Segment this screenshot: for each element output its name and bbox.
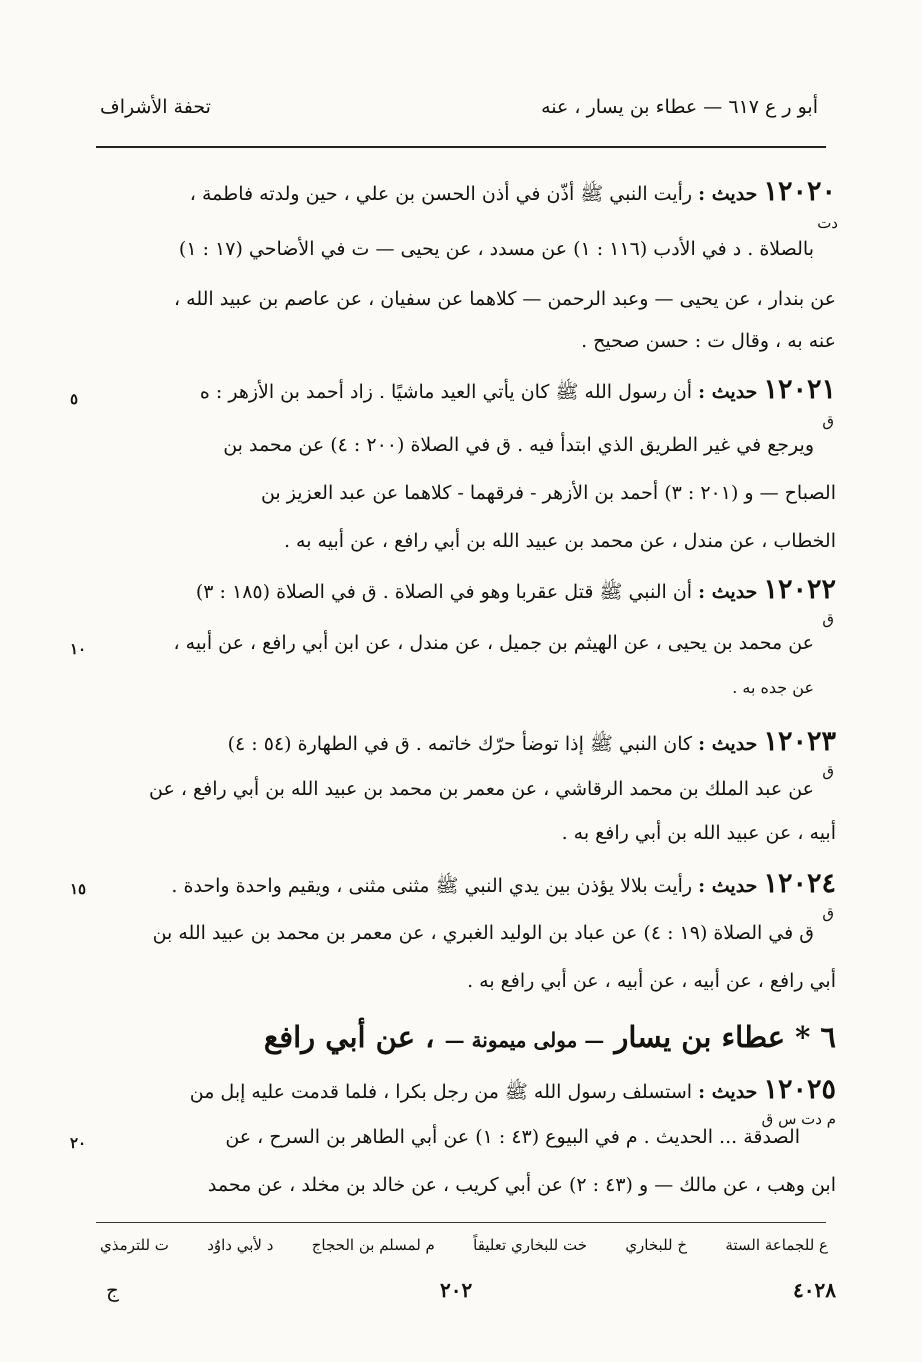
abbrev-item: خت للبخاري تعليقاً [473,1236,588,1254]
source-mark: دت [817,214,838,232]
hadith-text: رأيت بلالا يؤذن بين يدي النبي ﷺ مثنى مثنى ، ويقيم واحدة واحدة . [171,875,693,897]
section-heading [264,1020,836,1054]
hadith-text: أن رسول الله ﷺ كان يأتي العيد ماشيًا . زاد أحمد بن الأزهر : ه [199,381,693,403]
margin-line-number: ١٠ [70,640,87,658]
left-number: ٤٠٢٨ [793,1278,836,1302]
source-mark: م دت س ق [761,1110,836,1128]
entry-line [190,176,836,210]
header-rule [96,146,826,148]
margin-line-number: ١٥ [70,880,87,898]
abbrev-item: ت للترمذي [100,1236,169,1254]
hadith-keyword: حديث : [698,1081,758,1103]
source-mark: ق [822,762,834,780]
hadith-number: ١٢٠٢٠ [763,176,836,207]
entry-line: ويرجع في غير الطريق الذي ابتدأ فيه . ق في الصلاة (٢٠٠ : ٤) عن محمد بن [223,434,814,456]
hadith-text: كان النبي ﷺ إذا توضأ حرّك خاتمه . ق في الطهارة (٥٤ : ٤) [227,733,693,755]
entry-line: الخطاب ، عن مندل ، عن محمد بن عبيد الله بن أبي رافع ، عن أبيه به . [283,530,836,552]
source-mark: ق [822,610,834,628]
entry-line [200,374,836,408]
page-number: ٢٠٢ [440,1278,473,1302]
entry-line [228,726,836,760]
section-name: عطاء بن يسار [614,1020,786,1054]
hadith-number: ١٢٠٢٣ [763,726,836,757]
entry-line [171,868,836,902]
abbrev-item: خ للبخاري [625,1236,688,1254]
source-mark: ق [822,904,834,922]
hadith-keyword: حديث : [698,183,758,205]
entry-line: ق في الصلاة (١٩ : ٤) عن عباد بن الوليد الغبري ، عن معمر بن محمد بن عبيد الله بن [152,922,814,944]
hadith-number: ١٢٠٢٥ [763,1074,836,1105]
hadith-number: ١٢٠٢١ [763,374,836,405]
hadith-keyword: حديث : [698,581,758,603]
entry-line: عن جده به . [732,678,814,697]
section-subtitle: — مولى ميمونة — [444,1028,605,1052]
entry-line: عنه به ، وقال ت : حسن صحيح . [581,330,836,352]
abbrev-item: م لمسلم بن الحجاج [311,1236,435,1254]
abbrev-item: د لأبي داوُد [207,1236,274,1254]
running-header-title: تحفة الأشراف [100,96,211,118]
source-mark: ق [822,412,834,430]
entry-line [196,574,836,608]
entry-line: عن محمد بن يحيى ، عن الهيثم بن جميل ، عن مندل ، عن ابن أبي رافع ، عن أبيه ، [173,632,814,654]
entry-line: عن بندار ، عن يحيى — وعبد الرحمن — كلاهما عن سفيان ، عن عاصم بن عبيد الله ، [173,288,836,310]
hadith-keyword: حديث : [698,875,758,897]
hadith-number: ١٢٠٢٢ [763,574,836,605]
hadith-text: استسلف رسول الله ﷺ من رجل بكرا ، فلما قدمت عليه إبل من [189,1081,693,1103]
entry-line: أبي رافع ، عن أبيه ، عن أبيه ، عن أبي رافع به . [467,970,836,992]
entry-line: عن عبد الملك بن محمد الرقاشي ، عن معمر بن محمد بن عبيد الله بن أبي رافع ، عن [149,778,814,800]
margin-line-number: ٥ [70,390,79,408]
hadith-number: ١٢٠٢٤ [763,868,836,899]
entry-line: الصباح — و (٢٠١ : ٣) أحمد بن الأزهر - فرقهما - كلاهما عن عبد العزيز بن [260,482,836,504]
margin-line-number: ٢٠ [70,1134,87,1152]
entry-line: بالصلاة . د في الأدب (١١٦ : ١) عن مسدد ، عن يحيى — ت في الأضاحي (١٧ : ١) [178,238,814,260]
section-star: ٦ * [795,1020,836,1054]
hadith-keyword: حديث : [698,733,758,755]
running-header-right: أبو ر ع ٦١٧ — عطاء بن يسار ، عنه [541,96,818,118]
hadith-keyword: حديث : [698,381,758,403]
footer-rule [96,1222,826,1223]
entry-line: الصدقة ... الحديث . م في البيوع (٤٣ : ١) عن أبي الطاهر بن السرح ، عن [225,1126,800,1148]
entry-line [190,1074,836,1108]
signature-mark: ج [106,1278,119,1302]
entry-line: أبيه ، عن عبيد الله بن أبي رافع به . [561,822,836,844]
abbrev-item: ع للجماعة الستة [725,1236,828,1254]
hadith-text: رأيت النبي ﷺ أذّن في أذن الحسن بن علي ، حين ولدته فاطمة ، [189,183,693,205]
hadith-text: أن النبي ﷺ قتل عقربا وهو في الصلاة . ق في الصلاة (١٨٥ : ٣) [195,581,693,603]
entry-line: ابن وهب ، عن مالك — و (٤٣ : ٢) عن أبي كريب ، عن خالد بن مخلد ، عن محمد [207,1174,836,1196]
section-rest: ، عن أبي رافع [263,1020,435,1054]
abbreviation-key [100,1236,828,1254]
